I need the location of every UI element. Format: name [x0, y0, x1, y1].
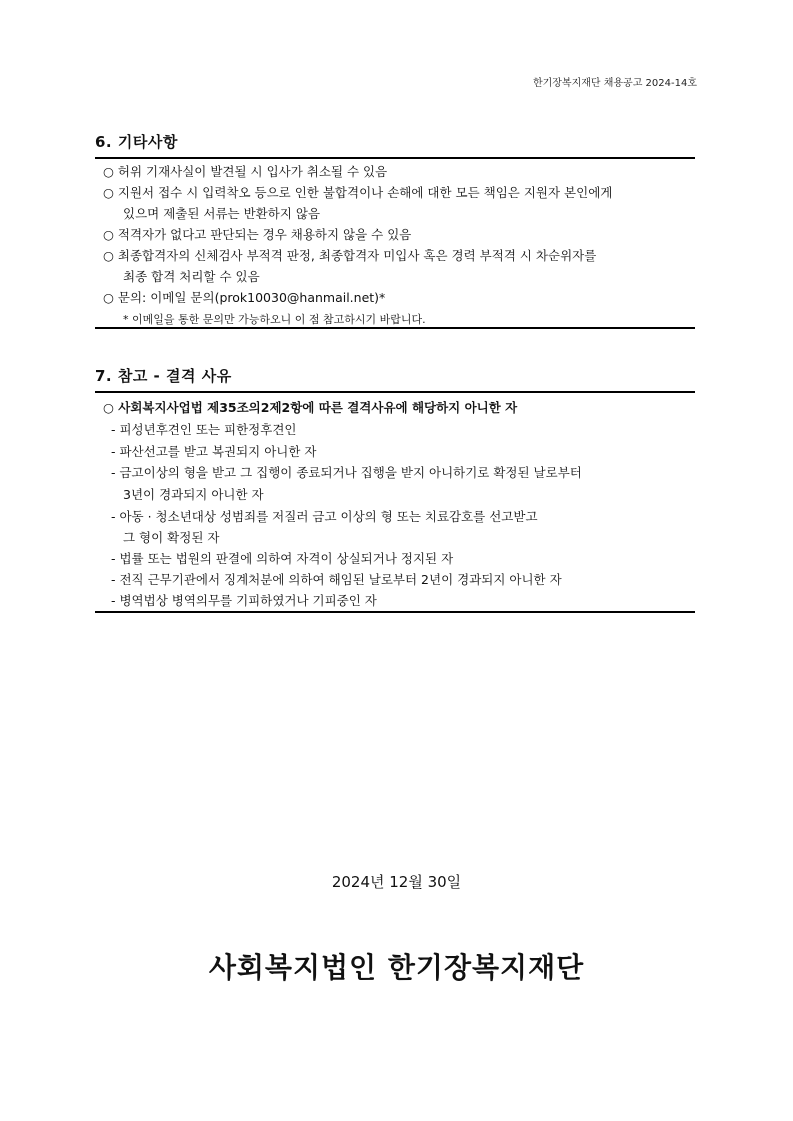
section-7-item-3: - 금고이상의 형을 받고 그 집행이 종료되거나 집행을 받지 아니하기로 확정된 날로부터	[111, 465, 582, 480]
organization-name: 사회복지법인 한기장복지재단	[208, 951, 585, 984]
section-7-item-4: - 아동 · 청소년대상 성범죄를 저질러 금고 이상의 형 또는 치료감호를 선고받고	[111, 509, 538, 524]
section-6-item-2-continued: 있으며 제출된 서류는 반환하지 않음	[123, 206, 321, 221]
section-6-item-3: ○ 적격자가 없다고 판단되는 경우 채용하지 않을 수 있음	[103, 227, 412, 242]
section-7-item-3-continued: 3년이 경과되지 아니한 자	[123, 487, 264, 502]
section-7-item-2: - 파산선고를 받고 복권되지 아니한 자	[111, 444, 317, 459]
section-7-item-1: - 피성년후견인 또는 피한정후견인	[111, 422, 297, 437]
section-7-heading-item: ○ 사회복지사업법 제35조의2제2항에 따른 결격사유에 해당하지 아니한 자	[103, 400, 518, 415]
announcement-reference: 한기장복지재단 채용공고 2024-14호	[532, 78, 697, 89]
section-7-title: 7. 참고 - 결격 사유	[95, 367, 232, 385]
section-6-box	[95, 157, 695, 329]
section-6-title: 6. 기타사항	[95, 133, 178, 151]
section-6-contact-note: * 이메일을 통한 문의만 가능하오니 이 점 참고하시기 바랍니다.	[123, 313, 426, 326]
section-7-item-4-continued: 그 형이 확정된 자	[123, 530, 220, 545]
section-6-item-1: ○ 허위 기재사실이 발견될 시 입사가 취소될 수 있음	[103, 164, 388, 179]
section-7-item-5: - 법률 또는 법원의 판결에 의하여 자격이 상실되거나 정지된 자	[111, 551, 454, 566]
issue-date: 2024년 12월 30일	[331, 873, 462, 891]
section-7-box	[95, 391, 695, 613]
section-7-item-6: - 전직 근무기관에서 징계처분에 의하여 해임된 날로부터 2년이 경과되지 아니한 자	[111, 572, 562, 587]
section-6-item-4-continued: 최종 합격 처리할 수 있음	[123, 269, 260, 284]
section-6-item-4: ○ 최종합격자의 신체검사 부적격 판정, 최종합격자 미입사 혹은 경력 부적격 시 차순위자를	[103, 248, 597, 263]
section-7-item-7: - 병역법상 병역의무를 기피하였거나 기피중인 자	[111, 593, 377, 608]
section-6-contact: ○ 문의: 이메일 문의(prok10030@hanmail.net)*	[103, 290, 386, 305]
section-6-item-2: ○ 지원서 접수 시 입력착오 등으로 인한 불합격이나 손해에 대한 모든 책임은 지원자 본인에게	[103, 185, 613, 200]
